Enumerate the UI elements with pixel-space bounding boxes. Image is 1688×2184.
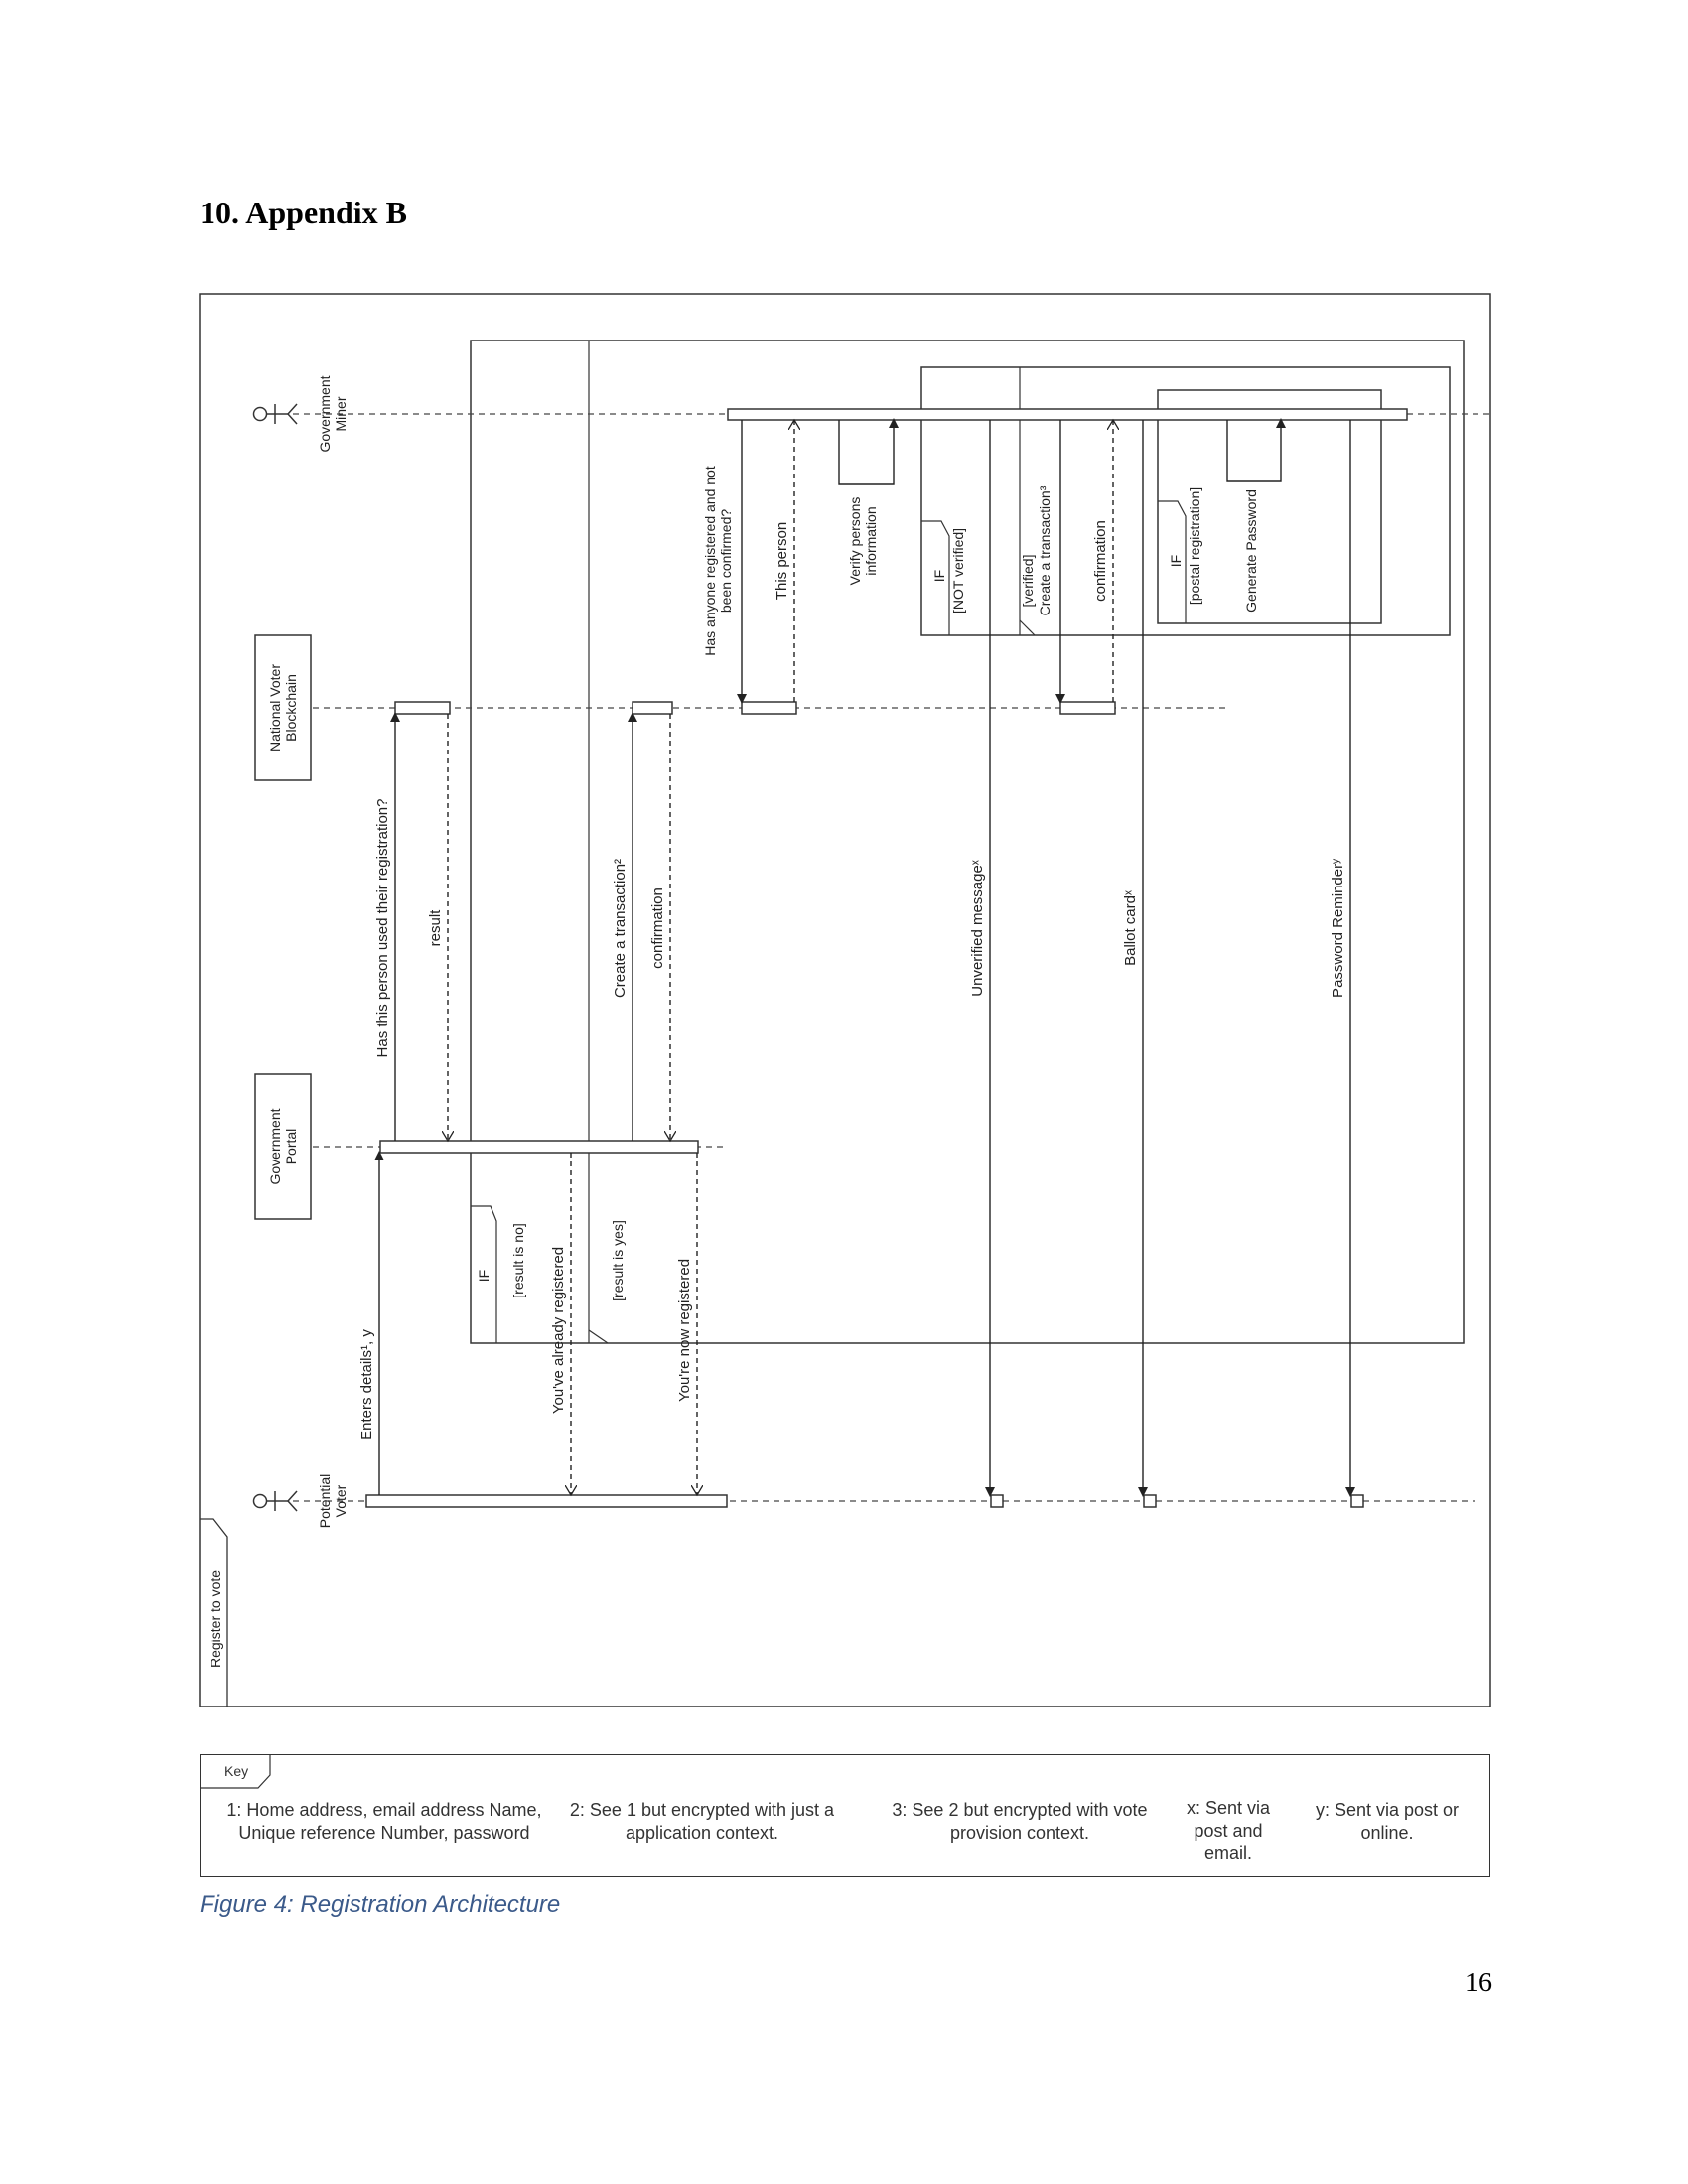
msg-already-registered: You've already registered [550,1246,567,1415]
msg-create-transaction-3: Create a transaction³ [1037,485,1053,616]
activation-blockchain-1 [395,702,450,714]
actor-miner [254,404,298,424]
voter-receipt-3 [1351,1495,1363,1507]
msg-has-anyone-registered: Has anyone registered and notbeen confirmed? [702,466,734,656]
key-item-2: 2: See 1 but encrypted with just a application context. [569,1800,835,1843]
key-item-y: y: Sent via post or online. [1315,1800,1460,1843]
fragment-not-verified: [NOT verified] [950,527,966,614]
msg-has-used-registration: Has this person used their registration? [374,798,391,1058]
msg-enters-details: Enters details¹, y [358,1329,375,1440]
actor-voter-label: PotentialVoter [317,1473,349,1529]
voter-receipt-1 [991,1495,1003,1507]
msg-password-reminder: Password Reminderʸ [1330,859,1346,998]
actor-portal-label: GovernmentPortal [267,1108,299,1185]
msg-generate-password-selfcall [1227,420,1281,481]
activation-voter [366,1495,727,1507]
msg-ballot-card: Ballot cardˣ [1122,890,1139,966]
fragment-verification-notch [1020,620,1035,635]
key-item-1: 1: Home address, email address Name, Unique reference Number, password [226,1800,542,1843]
page-number: 16 [1465,1968,1492,1998]
msg-create-transaction-2: Create a transaction² [612,858,629,999]
fragment-result-notch [589,1330,608,1343]
msg-unverified: Unverified messageˣ [969,860,986,997]
actor-miner-label: GovernmentMiner [317,375,349,453]
fragment-verification-if: IF [931,569,947,583]
frame-label: Register to vote [208,1570,223,1668]
msg-confirmation-2: confirmation [1092,520,1109,602]
actor-voter [254,1491,298,1511]
key-item-3: 3: See 2 but encrypted with vote provision context. [892,1800,1148,1843]
fragment-result-if: IF [476,1269,492,1283]
activation-portal [380,1141,698,1153]
fragment-postal-if: IF [1168,554,1184,568]
voter-receipt-2 [1144,1495,1156,1507]
actor-blockchain-label: National VoterBlockchain [267,664,299,751]
msg-generate-password: Generate Password [1243,489,1259,613]
figure-caption: Figure 4: Registration Architecture [200,1891,561,1918]
activation-blockchain-3 [742,702,796,714]
msg-verify-info-selfcall [839,420,894,484]
fragment-result-outer [471,341,1464,1343]
section-heading: 10. Appendix B [200,195,407,230]
fragment-verified: [verified] [1020,554,1036,608]
fragment-result-no: [result is no] [510,1223,526,1298]
fragment-result-yes: [result is yes] [610,1220,626,1301]
msg-confirmation-1: confirmation [649,887,666,969]
activation-blockchain-2 [633,702,672,714]
fragment-postal-registration: [postal registration] [1187,486,1202,606]
activation-blockchain-4 [1060,702,1115,714]
msg-now-registered: You're now registered [676,1258,693,1403]
key-label: Key [224,1763,249,1779]
key-item-x: x: Sent via post and email. [1186,1798,1271,1863]
key-panel [200,1754,1490,1877]
activation-miner [728,409,1407,420]
msg-verify-info: Verify personsinformation [847,496,879,586]
msg-this-person: This person [774,521,790,601]
msg-result: result [427,909,444,947]
